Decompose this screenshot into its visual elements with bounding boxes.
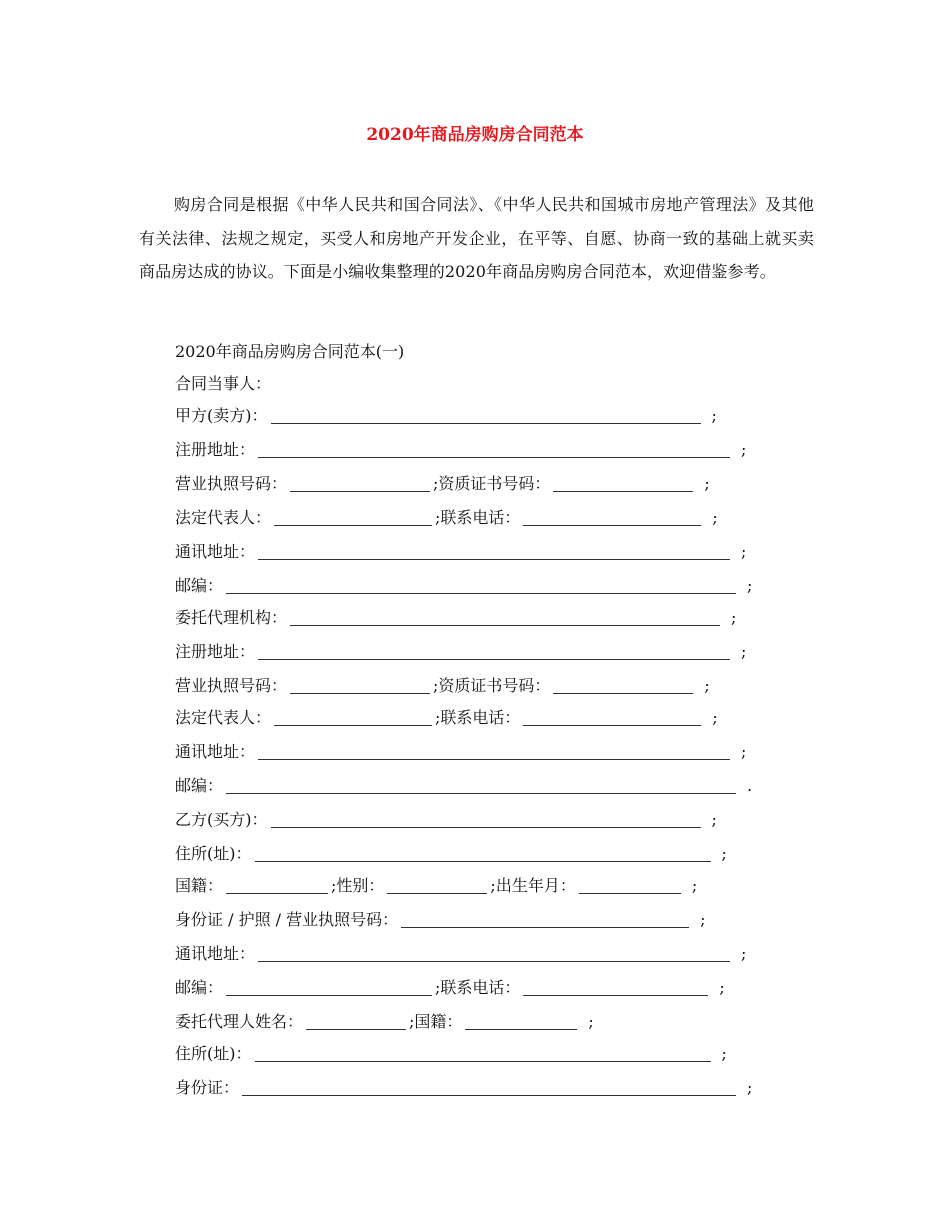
form-line — [175, 606, 736, 630]
fill-in-blank[interactable] — [523, 507, 701, 526]
field-label: 通讯地址： — [175, 542, 256, 561]
field-label: 甲方(卖方)： — [175, 406, 268, 425]
fill-in-blank[interactable] — [258, 943, 730, 962]
line-end-punctuation: ; — [691, 876, 698, 895]
line-end-punctuation: ; — [711, 406, 717, 425]
fill-in-blank[interactable] — [274, 707, 432, 726]
line-end-punctuation: ; — [711, 810, 717, 829]
field-label: 通讯地址： — [175, 944, 256, 963]
fill-in-blank[interactable] — [226, 575, 736, 594]
field-label: 邮编： — [175, 776, 224, 795]
line-end-punctuation: ; — [747, 576, 753, 595]
form-line — [175, 908, 706, 932]
field-label: 身份证： — [175, 1078, 240, 1097]
form-line — [175, 706, 718, 730]
fill-in-blank[interactable] — [523, 977, 708, 996]
field-label: ;资质证书号码： — [433, 474, 551, 493]
fill-in-blank[interactable] — [306, 1011, 406, 1030]
field-label: 邮编： — [175, 576, 224, 595]
form-line — [175, 506, 718, 530]
line-end-punctuation: ; — [741, 742, 747, 761]
section-title: 2020年商品房购房合同范本(一) — [175, 342, 405, 361]
form-line — [175, 942, 746, 966]
form-line — [175, 674, 710, 698]
field-label: ;出生年月： — [490, 876, 576, 895]
form-line — [175, 1010, 594, 1034]
parties-label: 合同当事人： — [175, 374, 272, 393]
field-label: 营业执照号码： — [175, 474, 288, 493]
fill-in-blank[interactable] — [553, 473, 693, 492]
fill-in-blank[interactable] — [465, 1011, 577, 1030]
field-label: ;资质证书号码： — [433, 676, 551, 695]
field-label: 营业执照号码： — [175, 676, 288, 695]
field-label: 国籍： — [175, 876, 224, 895]
line-end-punctuation: ; — [712, 508, 718, 527]
field-label: 住所(址)： — [175, 844, 252, 863]
field-label: ;联系电话： — [435, 508, 521, 527]
fill-in-blank[interactable] — [255, 843, 711, 862]
form-line — [175, 438, 746, 462]
fill-in-blank[interactable] — [523, 707, 701, 726]
fill-in-blank[interactable] — [258, 439, 730, 458]
form-line — [175, 740, 746, 764]
field-label: 注册地址： — [175, 440, 256, 459]
line-end-punctuation: ; — [721, 844, 727, 863]
line-end-punctuation: ; — [741, 944, 747, 963]
line-end-punctuation: ; — [731, 608, 737, 627]
fill-in-blank[interactable] — [290, 607, 720, 626]
form-line — [175, 1042, 727, 1066]
form-line — [175, 472, 710, 496]
line-end-punctuation: ; — [704, 676, 710, 695]
form-line — [175, 808, 717, 832]
field-label: 法定代表人： — [175, 508, 272, 527]
form-line — [175, 404, 717, 428]
line-end-punctuation: . — [747, 776, 753, 795]
line-end-punctuation: ; — [721, 1044, 727, 1063]
fill-in-blank[interactable] — [255, 1043, 711, 1062]
form-line — [175, 1076, 752, 1100]
field-label: ;国籍： — [409, 1012, 463, 1031]
line-end-punctuation: ; — [712, 708, 718, 727]
field-label: 乙方(买方)： — [175, 810, 268, 829]
line-end-punctuation: ; — [741, 440, 747, 459]
line-end-punctuation: ; — [741, 542, 747, 561]
line-end-punctuation: ; — [741, 642, 747, 661]
field-label: ;联系电话： — [435, 708, 521, 727]
fill-in-blank[interactable] — [226, 775, 736, 794]
fill-in-blank[interactable] — [271, 405, 701, 424]
fill-in-blank[interactable] — [226, 977, 432, 996]
form-line — [175, 640, 746, 664]
fill-in-blank[interactable] — [553, 675, 693, 694]
field-label: 邮编： — [175, 978, 224, 997]
fill-in-blank[interactable] — [387, 875, 487, 894]
field-label: ;性别： — [331, 876, 385, 895]
line-end-punctuation: ; — [588, 1012, 594, 1031]
form-line — [175, 774, 752, 798]
fill-in-blank[interactable] — [579, 875, 681, 894]
form-line — [175, 842, 727, 866]
form-line — [175, 874, 697, 898]
line-end-punctuation: ; — [719, 978, 725, 997]
intro-paragraph: 购房合同是根据《中华人民共和国合同法》、《中华人民共和国城市房地产管理法》及其他有关法律、法规之规定，买受人和房地产开发企业，在平等、自愿、协商一致的基础上就买卖商品房达成的协议。下面是小编收集整理的2020年商品房购房合同范本，欢迎借鉴参考。 — [139, 195, 814, 281]
fill-in-blank[interactable] — [258, 541, 730, 560]
line-end-punctuation: ; — [700, 910, 706, 929]
line-end-punctuation: ; — [704, 474, 710, 493]
line-end-punctuation: ; — [747, 1078, 753, 1097]
fill-in-blank[interactable] — [274, 507, 432, 526]
field-label: 住所(址)： — [175, 1044, 252, 1063]
fill-in-blank[interactable] — [258, 641, 730, 660]
fill-in-blank[interactable] — [226, 875, 328, 894]
field-label: 通讯地址： — [175, 742, 256, 761]
field-label: 注册地址： — [175, 642, 256, 661]
field-label: ;联系电话： — [435, 978, 521, 997]
fill-in-blank[interactable] — [258, 741, 730, 760]
document-title: 2020年商品房购房合同范本 — [366, 125, 584, 145]
form-line — [175, 540, 746, 564]
fill-in-blank[interactable] — [242, 1077, 736, 1096]
form-line — [175, 574, 752, 598]
fill-in-blank[interactable] — [271, 809, 701, 828]
fill-in-blank[interactable] — [290, 473, 430, 492]
fill-in-blank[interactable] — [290, 675, 430, 694]
field-label: 委托代理人姓名： — [175, 1012, 304, 1031]
field-label: 委托代理机构： — [175, 608, 288, 627]
fill-in-blank[interactable] — [401, 909, 689, 928]
form-line — [175, 976, 725, 1000]
field-label: 法定代表人： — [175, 708, 272, 727]
field-label: 身份证 / 护照 / 营业执照号码： — [175, 910, 399, 929]
